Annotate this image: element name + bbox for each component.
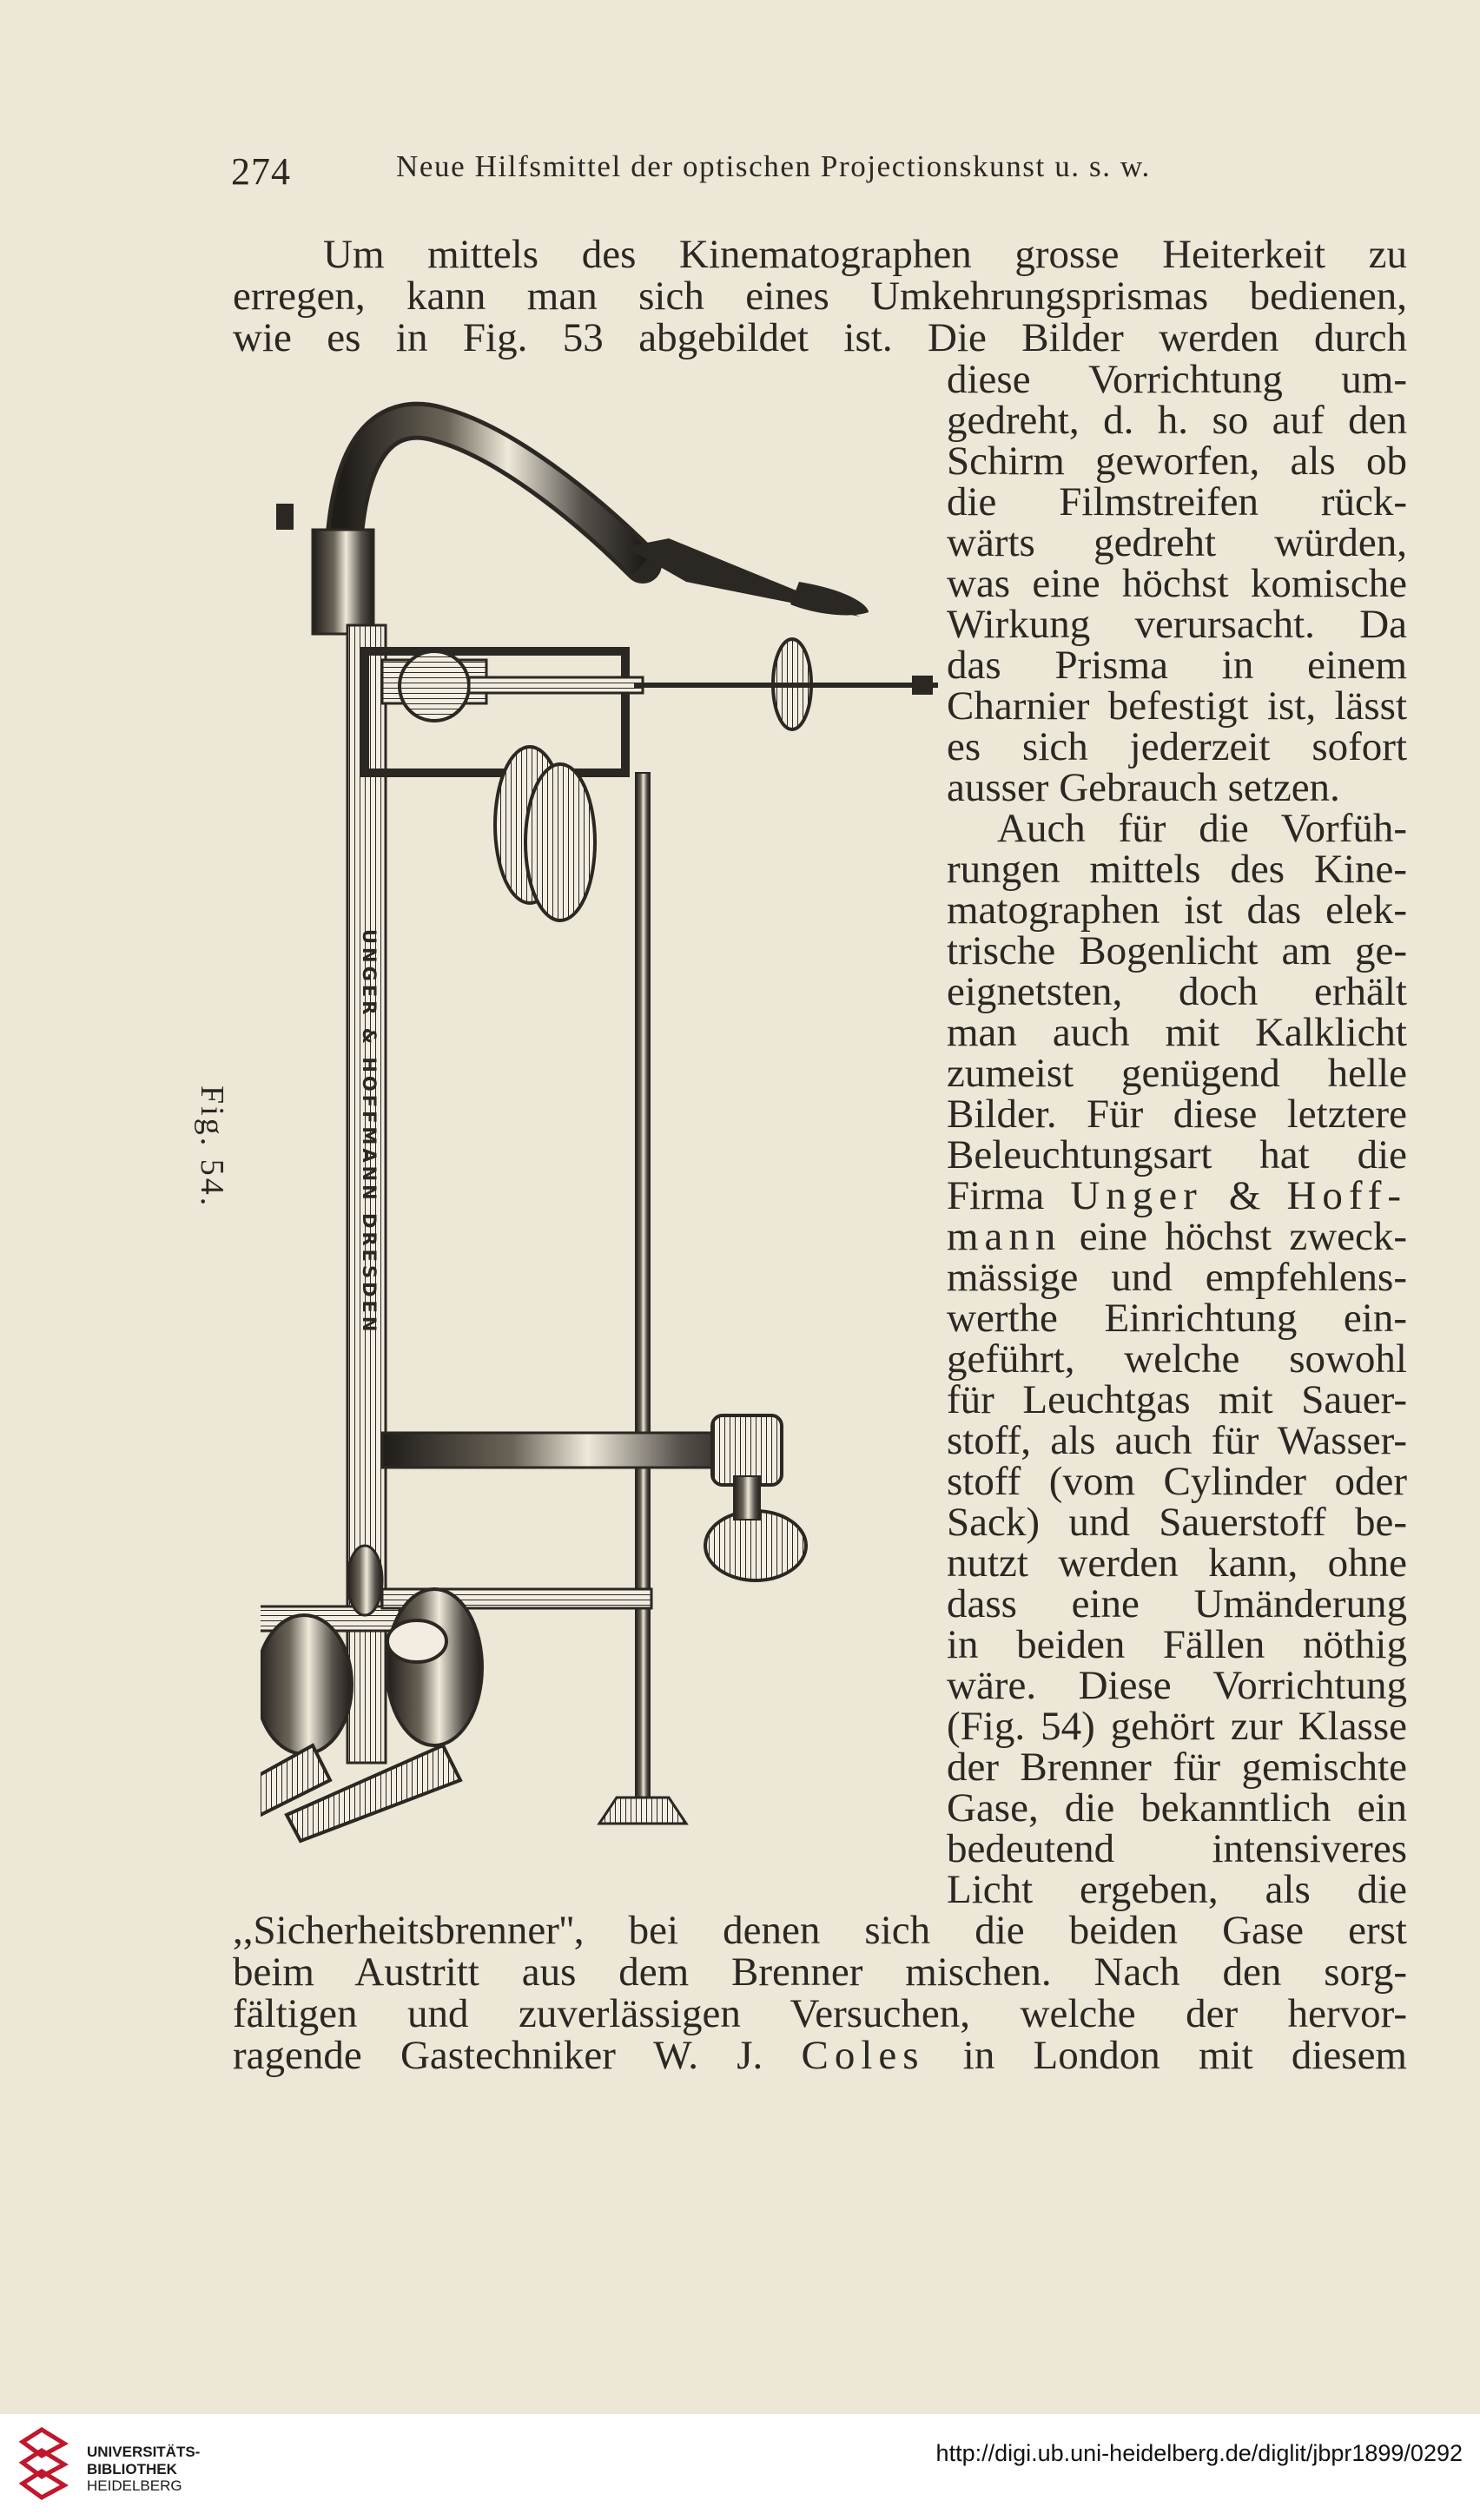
text-fragment: Firma [947,1173,1071,1218]
text-line: Auch für die Vorfüh- [997,806,1407,851]
text-line: zumeist genügend helle [947,1051,1407,1096]
text-fragment: in London mit diesem [924,2033,1407,2078]
library-name-line: BIBLIOTHEK [87,2460,177,2477]
text-line: trische Bogenlicht am ge- [947,928,1407,973]
text-line: ausser Gebrauch setzen. [947,765,1340,810]
text-fragment: eine höchst zweck- [1061,1214,1407,1259]
text-line: mässige und empfehlens- [947,1255,1407,1300]
text-line: in beiden Fällen nöthig [947,1622,1407,1667]
library-name [87,2444,200,2495]
text-line: Bilder. Für diese letztere [947,1092,1407,1137]
text-line: Um mittels des Kinematographen grosse Heiterkeit zu [323,232,1407,277]
text-line: Charnier befestigt ist, lässt [947,683,1407,729]
text-line: für Leuchtgas mit Sauer- [947,1377,1407,1422]
burner-illustration [261,391,938,1902]
text-line: diese Vorrichtung um- [947,357,1407,402]
library-name-line: HEIDELBERG [87,2477,182,2495]
figure-label: Fig. 54. [194,1085,230,1209]
text-line: man auch mit Kalklicht [947,1010,1407,1055]
footer-bar [0,2414,1480,2520]
text-line [233,2035,1407,2076]
text-fragment: & [1202,1173,1287,1218]
text-line: Beleuchtungsart hat die [947,1132,1407,1178]
source-url-link[interactable]: http://digi.ub.uni-heidelberg.de/diglit/jbpr1899/0292 [935,2440,1463,2466]
text-line: geführt, welche sowohl [947,1336,1407,1382]
text-line: werthe Einrichtung ein- [947,1296,1407,1341]
text-line: der Brenner für gemischte [947,1745,1407,1790]
text-line: Gase, die bekanntlich ein [947,1785,1407,1831]
engraved-maker-text: UNGER & HOFFMANN DRESDEN [359,929,380,1336]
text-line: das Prisma in einem [947,643,1407,688]
text-line [947,1214,1407,1259]
text-line: Sack) und Sauerstoff be- [947,1500,1407,1545]
text-line: eignetsten, doch erhält [947,969,1407,1014]
text-line: dass eine Umänderung [947,1581,1407,1626]
text-line: Schirm geworfen, als ob [947,439,1407,484]
text-line: wie es in Fig. 53 abgebildet ist. Die Bilder werden durch [233,315,1407,360]
text-line: erregen, kann man sich eines Umkehrungsprismas bedienen, [233,274,1407,319]
text-line: stoff, als auch für Wasser- [947,1418,1407,1463]
running-head: Neue Hilfsmittel der optischen Projectionskunst u. s. w. [396,149,1151,183]
name-coles: Coles [801,2033,925,2078]
text-line: beim Austritt aus dem Brenner mischen. Nach den sorg- [233,1949,1407,1995]
text-line: die Filmstreifen rück- [947,479,1407,524]
company-name-hoffmann-end: mann [947,1214,1062,1259]
text-line: bedeutend intensiveres [947,1826,1407,1871]
text-line: stoff (vom Cylinder oder [947,1459,1407,1504]
text-line: (Fig. 54) gehört zur Klasse [947,1704,1407,1749]
text-line: rungen mittels des Kine- [947,847,1407,892]
text-line: gedreht, d. h. so auf den [947,398,1407,443]
page-number: 274 [231,150,291,193]
text-line: matographen ist das elek- [947,887,1407,933]
text-line: wäre. Diese Vorrichtung [947,1663,1407,1708]
text-line: was eine höchst komische [947,561,1407,606]
text-line: ,,Sicherheitsbrenner'', bei denen sich die beiden Gase erst [233,1908,1407,1953]
text-line: nutzt werden kann, ohne [947,1540,1407,1586]
text-line: fältigen und zuverlässigen Versuchen, welche der hervor- [233,1991,1407,2036]
text-fragment: ragende Gastechniker W. J. [233,2033,802,2078]
text-line: wärts gedreht würden, [947,520,1407,565]
text-line: es sich jederzeit sofort [947,724,1407,769]
text-line [947,1173,1407,1218]
company-name-unger: Unger [1070,1173,1203,1218]
company-name-hoffmann: Hoff- [1286,1173,1407,1218]
library-logo-icon [16,2424,73,2506]
text-line: Wirkung verursacht. Da [947,602,1407,647]
library-name-line: UNIVERSITÄTS- [87,2444,201,2460]
text-line: Licht ergeben, als die [947,1867,1407,1912]
